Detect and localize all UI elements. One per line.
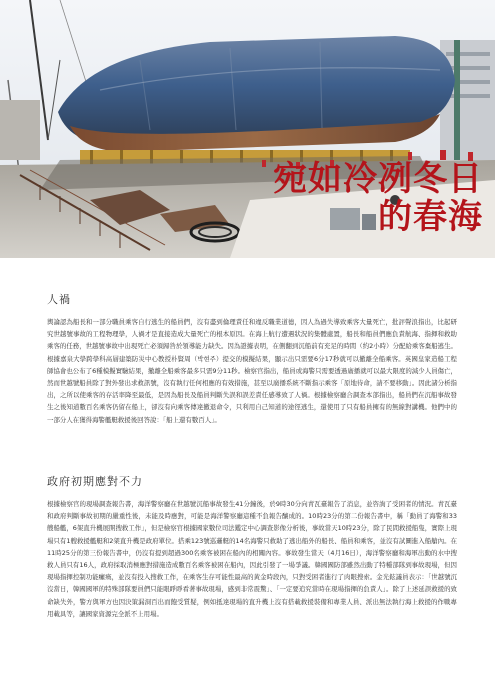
section-paragraph: 輿論認為船長和一部分職員乘客自行逃生的船員們，沒有盡到倫理責任和違反職業道德，因人為過失導致乘客大量死亡，批評聲浪指出，比起研究世越號事故的工程物理學，人禍才是直接造成大量死亡的根本原因。在海上航行遭遇狀況的集體處置，船長和船員們應負責航海、指揮和救助乘客的任務，世越號事故中出現死亡必須歸咎於領導能力缺失。因為證據表明，在側翻到沉船前有充足的時間（約2小時）分配給乘客棄船逃生。根據嘉泉大學跨學科高層建築防災中心教授朴賢周（박현주）提交的模擬結果，顯示出只需要6分17秒就可以撤離全船乘客。英國皇家造船工程師協會也公布了6種模擬實驗結果，撤離全船乘客最多只需9分11秒。檢察官指出，船員或海警只需要透過廣播就可以最大限度的減少人員傷亡，然而世越號船員除了對外發出求救訊號，沒有執行任何相應的有效措施，甚至以廣播系統不斷指示乘客「原地待命，請不要移動」。因此諸分析指出，之所以使乘客的存活率降至最低，是因為船長及船員判斷失誤和誤差責任感導致了人禍。根據檢察廳合調查本部指出，船員們在沉船事故發生之後知道數百名乘客仍留在船上，卻沒有向乘客傳達撤退命令，只利用自己知道的途徑逃生，還使用了只有船員擁有的無線對講機。他們中的一部分人在獲得海警艦艇救援後回答說：「船上還有數百人」。	[47, 318, 457, 424]
section-heading: 政府初期應對不力	[47, 475, 143, 488]
section-paragraph: 根據檢察官的現場調查報告書，海洋警察廳在世越號沉船事故發生41分鐘後，於9時30分向青瓦臺報告了消息，並咨詢了受困者的情況。青瓦臺和政府判斷事故初期的嚴重性後，未能及時應對，可能是海洋警察廳這種不負報告釀成的。10時23分的第二份報告書中，稱「動員了海警和33艘船艦，6架直升機展開搜救工作」，但是檢察官根據國家數位司法鑑定中心調查影像分析後，事故當天10時23分，除了民間救援船隻，實際上現場只有1艘救援艦艇和2架直升機是政府單位。搭乘123號巡邏艇的14名海警只救助了逃出船外的船長、船員和乘客，並沒有試圖進入船艙內。在11時25分的第三份報告書中，仍沒有提到超過300名乘客被困在船內的相關內容。事故發生當天（4月16日），海洋警察廳和海軍出動的水中搜救人員只有16人，政府採取消極應對措施造成數百名乘客被困在船內，因此引發了一場爭議。韓國國防部雖然出動了特種部隊到事故現場，但因現場指揮控制功能癱瘓，並沒有投入搜救工作，在乘客生存可能性最高的黃金時段內，只對受困者進行了肉眼搜索。金光鉉議員表示：「世越號沉沒當日，韓國國軍的特殊部隊要員們只能眼睜睜看著事故現場，感到非常震驚」、「一定要追究當時在現場指揮的負責人」。除了上述延誤救援的致命缺失外，警方與軍方也因決策漏洞百出而飽受質疑，例如抵達現場的直升機上沒有搭載救援裝備和專業人員、派出無法執行海上救援的作戰專用載具等，讓國家資源完全派不上用場。	[47, 500, 457, 618]
section-government-response	[47, 473, 457, 620]
hero-title-line-1: 宛如冷冽冬日	[273, 159, 483, 199]
hero-title-line-2: 的春海	[378, 197, 483, 237]
section-human-disaster	[47, 291, 457, 426]
hero-photo	[0, 0, 495, 258]
hero-title	[273, 160, 483, 236]
section-heading: 人禍	[47, 293, 71, 306]
